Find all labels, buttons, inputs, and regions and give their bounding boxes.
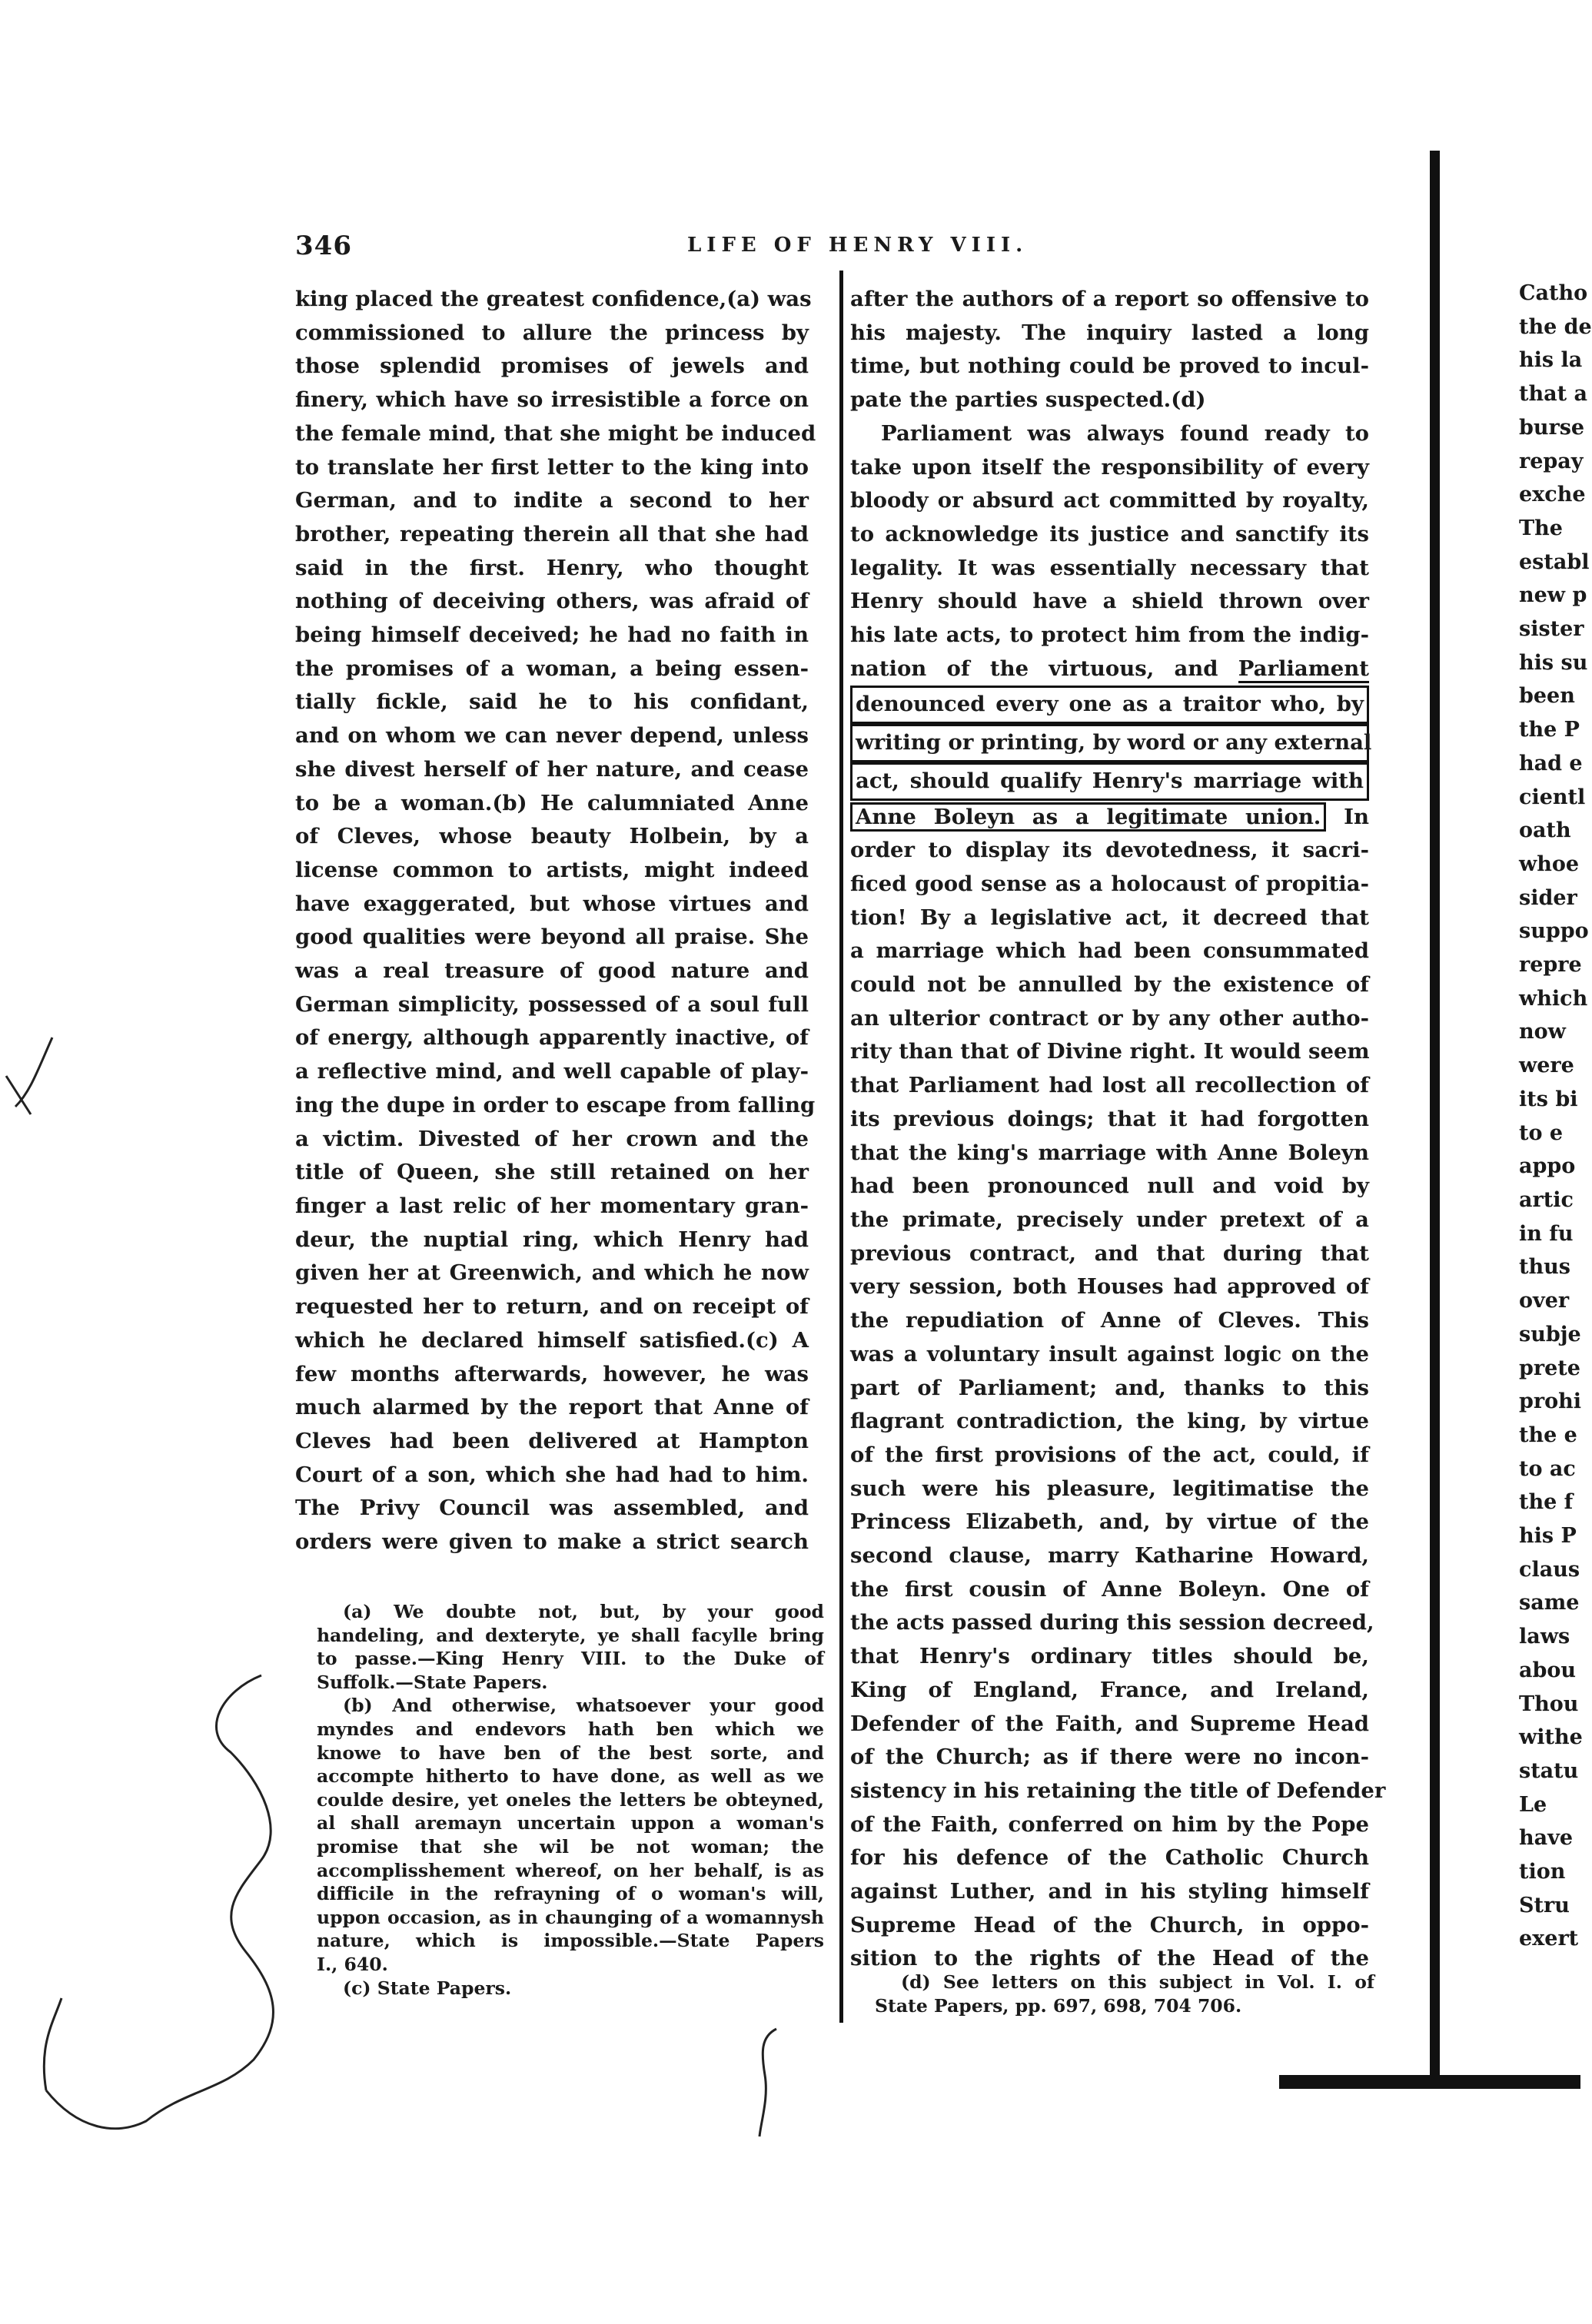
right-text-line: that Parliament had lost all recollection of: [850, 1073, 1369, 1098]
boxed-text-line: writing or printing, by word or any external: [850, 724, 1369, 762]
adjacent-page-line: had e: [1519, 751, 1583, 775]
footnote-line: accomplisshement whereof, on her behalf, is as: [317, 1859, 824, 1881]
right-text-line: that the king's marriage with Anne Boleyn: [850, 1140, 1369, 1165]
left-text-line: much alarmed by the report that Anne of: [295, 1395, 809, 1420]
page-header: [295, 231, 1368, 261]
left-text-line: tially fickle, said he to his confidant,: [295, 689, 809, 715]
left-text-line: a victim. Divested of her crown and the: [295, 1126, 809, 1151]
footnote-line: handeling, and dexteryte, ye shall facylle bring: [317, 1624, 824, 1646]
footnote-line: I., 640.: [317, 1953, 388, 1975]
adjacent-page-line: which: [1519, 986, 1588, 1011]
right-paragraph-2-end: [850, 834, 1386, 1976]
right-text-line: previous contract, and that during that: [850, 1240, 1369, 1266]
right-text-line: the first cousin of Anne Boleyn. One of: [850, 1576, 1369, 1602]
adjacent-page-line: subje: [1519, 1322, 1581, 1346]
right-text-line: part of Parliament; and, thanks to this: [850, 1375, 1369, 1400]
left-text-line: nothing of deceiving others, was afraid of: [295, 589, 809, 614]
footnote-b: [317, 1694, 824, 1976]
footnote-line: (d) See letters on this subject in Vol. I. of: [901, 1971, 1374, 1993]
right-text-line: order to display its devotedness, it sacri-: [850, 838, 1369, 863]
right-text-line: very session, both Houses had approved of: [850, 1274, 1369, 1300]
margin-bracket-small-icon: [746, 2021, 792, 2144]
adjacent-page-line: exert: [1519, 1927, 1579, 1951]
right-text-line: sistency in his retaining the title of Defender: [850, 1778, 1386, 1803]
column-divider: [839, 271, 843, 2023]
adjacent-page-line: claus: [1519, 1557, 1580, 1582]
footnote-d: [875, 1970, 1374, 2017]
left-text-line: being himself deceived; he had no faith in: [295, 622, 809, 648]
left-text-line: title of Queen, she still retained on her: [295, 1160, 809, 1185]
adjacent-page-line: tion: [1519, 1860, 1566, 1884]
margin-scribble-left-icon: [0, 1014, 323, 1645]
right-text-line: flagrant contradiction, the king, by virtue: [850, 1409, 1369, 1434]
right-text-line: of the Church; as if there were no incon-: [850, 1745, 1369, 1770]
left-text-line: deur, the nuptial ring, which Henry had: [295, 1227, 809, 1252]
page-number: 346: [295, 231, 352, 261]
left-text-line: of Cleves, whose beauty Holbein, by a: [295, 824, 809, 849]
footnote-line: coulde desire, yet oneles the letters be obteyned,: [317, 1788, 824, 1811]
right-text-line: the acts passed during this session decreed,: [850, 1610, 1374, 1635]
right-text-line: rity than that of Divine right. It would seem: [850, 1039, 1370, 1064]
right-text-line: tion! By a legislative act, it decreed that: [850, 905, 1369, 930]
left-text-line: she divest herself of her nature, and cease: [295, 756, 809, 782]
adjacent-page-line: the P: [1519, 718, 1580, 742]
adjacent-page-line: prete: [1519, 1356, 1580, 1380]
right-text-line: against Luther, and in his styling himself: [850, 1879, 1369, 1904]
right-text-line: an ulterior contract or by any other autho-: [850, 1005, 1369, 1031]
adjacent-page-line: new p: [1519, 583, 1587, 608]
adjacent-page-line: to e: [1519, 1120, 1564, 1145]
adjacent-page-line: the e: [1519, 1423, 1577, 1447]
right-text-line: of the Faith, conferred on him by the Pope: [850, 1811, 1369, 1837]
left-text-line: given her at Greenwich, and which he now: [295, 1260, 809, 1286]
right-text-line: legality. It was essentially necessary that: [850, 555, 1369, 580]
adjacent-page-fragment: [1519, 277, 1592, 1956]
adjacent-page-line: in fu: [1519, 1221, 1574, 1246]
footnote-line: nature, which is impossible.—State Papers: [317, 1930, 824, 1952]
footnote-line: promise that she wil be not woman; the: [317, 1835, 824, 1858]
left-text-line: few months afterwards, however, he was: [295, 1361, 809, 1386]
adjacent-page-line: that a: [1519, 382, 1587, 407]
left-text-line: requested her to return, and on receipt of: [295, 1294, 809, 1320]
adjacent-page-line: his su: [1519, 650, 1588, 675]
footnote-line: (b) And otherwise, whatsoever your good: [343, 1695, 824, 1717]
marked-line-last: [850, 801, 1369, 835]
left-text-line: German, and to indite a second to her: [295, 488, 809, 513]
right-paragraph-1: [850, 283, 1369, 417]
adjacent-page-line: sider: [1519, 885, 1577, 910]
right-text-line: a marriage which had been consummated: [850, 938, 1369, 964]
adjacent-page-line: abou: [1519, 1658, 1577, 1682]
footnote-line: accompte hitherto to have done, as well as we: [317, 1765, 824, 1788]
adjacent-page-line: prohi: [1519, 1389, 1581, 1414]
right-column-text: [850, 283, 1386, 1976]
right-text-line: Princess Elizabeth, and, by virtue of the: [850, 1509, 1369, 1535]
marked-line-last-plain: In: [1326, 804, 1369, 829]
left-text-line: said in the first. Henry, who thought: [295, 555, 809, 580]
left-text-line: to be a woman.(b) He calumniated Anne: [295, 790, 809, 815]
adjacent-page-line: to ac: [1519, 1456, 1576, 1481]
left-text-line: to translate her first letter to the king into: [295, 454, 809, 480]
adjacent-page-line: withe: [1519, 1725, 1583, 1750]
adjacent-page-line: whoe: [1519, 852, 1580, 876]
left-text-line: and on whom we can never depend, unless: [295, 723, 809, 749]
adjacent-page-line: his P: [1519, 1524, 1577, 1549]
adjacent-page-line: sister: [1519, 617, 1584, 642]
footnote-a: [317, 1600, 824, 1694]
left-text-line: ing the dupe in order to escape from falling: [295, 1092, 816, 1117]
right-text-line: Defender of the Faith, and Supreme Head: [850, 1711, 1369, 1736]
right-text-line: such were his pleasure, legitimatise the: [850, 1476, 1369, 1501]
footnote-line: knowe to have ben of the best sorte, and: [317, 1741, 824, 1764]
footnote-c: [317, 1977, 824, 2000]
adjacent-page-line: cientl: [1519, 785, 1586, 809]
adjacent-page-line: laws: [1519, 1625, 1570, 1649]
left-text-line: king placed the greatest confidence,(a) was: [295, 287, 812, 311]
pen-marked-passage: [850, 686, 1372, 800]
right-text-line: for his defence of the Catholic Church: [850, 1845, 1369, 1871]
right-text-line: Henry should have a shield thrown over: [850, 589, 1369, 614]
footnote-line: (c) State Papers.: [343, 1977, 512, 1999]
adjacent-page-line: Thou: [1519, 1692, 1579, 1716]
adjacent-page-line: The: [1519, 516, 1563, 540]
adjacent-page-line: Catho: [1519, 281, 1588, 305]
left-text-line: The Privy Council was assembled, and: [295, 1496, 809, 1521]
right-text-line: second clause, marry Katharine Howard,: [850, 1543, 1369, 1569]
footnote-line: uppon occasion, as in chaunging of a womannysh: [317, 1906, 824, 1928]
adjacent-page-line: same: [1519, 1591, 1580, 1615]
binding-edge-line: [1430, 151, 1440, 2080]
underlined-word: Parliament: [1238, 656, 1369, 683]
right-text-line: was a voluntary insult against logic on the: [850, 1341, 1369, 1366]
adjacent-page-line: Stru: [1519, 1893, 1570, 1917]
boxed-text-line: act, should qualify Henry's marriage with: [850, 762, 1369, 801]
right-text-line: the primate, precisely under pretext of a: [850, 1207, 1369, 1232]
footnote-line: (a) We doubte not, but, by your good: [343, 1601, 824, 1622]
footnote-line: State Papers, pp. 697, 698, 704 706.: [875, 1994, 1242, 2017]
right-text-line: Parliament was always found ready to: [881, 420, 1369, 446]
running-head: LIFE OF HENRY VIII.: [687, 234, 1029, 257]
right-text-line: could not be annulled by the existence of: [850, 972, 1369, 998]
left-text-line: commissioned to allure the princess by: [295, 320, 809, 345]
left-text-line: orders were given to make a strict search: [295, 1529, 809, 1555]
left-text-line: Court of a son, which she had had to him.: [295, 1462, 809, 1487]
adjacent-page-line: repre: [1519, 953, 1582, 978]
adjacent-page-line: thus: [1519, 1255, 1570, 1280]
left-text-line: German simplicity, possessed of a soul full: [295, 991, 809, 1017]
marked-line-1: [850, 652, 1369, 686]
footnote-line: al shall aremayn uncertain uppon a woman's: [317, 1812, 824, 1834]
right-text-line: to acknowledge its justice and sanctify its: [850, 521, 1369, 546]
left-text-line: good qualities were beyond all praise. She: [295, 925, 809, 950]
left-text-line: of energy, although apparently inactive, of: [295, 1025, 809, 1051]
right-text-line: its previous doings; that it had forgotten: [850, 1106, 1369, 1131]
adjacent-page-line: burse: [1519, 415, 1585, 440]
left-text-line: Cleves had been delivered at Hampton: [295, 1428, 809, 1453]
left-text-line: those splendid promises of jewels and: [295, 354, 809, 379]
right-text-line: the repudiation of Anne of Cleves. This: [850, 1308, 1369, 1333]
left-text-line: a reflective mind, and well capable of play-: [295, 1059, 809, 1084]
adjacent-page-line: the de: [1519, 314, 1592, 339]
left-text-line: was a real treasure of good nature and: [295, 958, 809, 984]
left-text-line: finery, which have so irresistible a force on: [295, 387, 809, 413]
adjacent-page-line: have: [1519, 1826, 1573, 1851]
adjacent-page-line: repay: [1519, 449, 1584, 473]
left-text-line: which he declared himself satisfied.(c) A: [295, 1327, 809, 1353]
left-text-line: the promises of a woman, a being essen-: [295, 656, 809, 681]
adjacent-page-line: its bi: [1519, 1087, 1578, 1111]
right-text-line: his majesty. The inquiry lasted a long: [850, 320, 1369, 345]
right-text-line: his late acts, to protect him from the indig-: [850, 622, 1369, 648]
right-text-line: of the first provisions of the act, could, if: [850, 1442, 1369, 1467]
left-text-line: license common to artists, might indeed: [295, 857, 809, 882]
footnote-line: Suffolk.—State Papers.: [317, 1671, 548, 1693]
footnotes-left: [317, 1600, 824, 2000]
footnote-line: to passe.—King Henry VIII. to the Duke of: [317, 1648, 824, 1670]
margin-bracket-footnotes-icon: [31, 1660, 354, 2152]
right-text-line: take upon itself the responsibility of every: [850, 454, 1369, 480]
right-text-line: after the authors of a report so offensive to: [850, 287, 1369, 311]
right-paragraph-2-start: [850, 417, 1369, 652]
adjacent-page-line: been: [1519, 684, 1575, 709]
right-text-line: pate the parties suspected.(d): [850, 387, 1206, 413]
left-text-line: finger a last relic of her momentary gran-: [295, 1193, 809, 1218]
right-text-line: bloody or absurd act committed by royalty,: [850, 488, 1369, 513]
adjacent-page-line: Le: [1519, 1792, 1547, 1817]
adjacent-page-line: oath: [1519, 818, 1571, 843]
right-text-line: had been pronounced null and void by: [850, 1174, 1369, 1199]
adjacent-page-line: were: [1519, 1054, 1574, 1078]
right-text-line: ficed good sense as a holocaust of propitia-: [850, 871, 1369, 896]
adjacent-page-line: appo: [1519, 1154, 1576, 1179]
adjacent-page-line: exche: [1519, 483, 1586, 507]
adjacent-page-line: statu: [1519, 1758, 1579, 1783]
adjacent-page-line: suppo: [1519, 919, 1589, 944]
adjacent-page-line: over: [1519, 1289, 1570, 1313]
adjacent-page-line: establ: [1519, 549, 1590, 574]
right-text-line: sition to the rights of the Head of the: [850, 1946, 1369, 1971]
left-text-line: have exaggerated, but whose virtues and: [295, 891, 809, 916]
marked-line-1-plain: nation of the virtuous, and: [850, 656, 1238, 681]
footnotes-right: [875, 1970, 1374, 2017]
right-text-line: King of England, France, and Ireland,: [850, 1677, 1369, 1702]
adjacent-page-line: his la: [1519, 348, 1583, 373]
adjacent-page-line: now: [1519, 1020, 1566, 1044]
left-column-text: [295, 283, 816, 1559]
right-text-line: time, but nothing could be proved to incul-: [850, 354, 1369, 379]
binding-foot-line: [1279, 2075, 1580, 2089]
left-text-line: the female mind, that she might be induced: [295, 420, 816, 446]
right-text-line: that Henry's ordinary titles should be,: [850, 1644, 1369, 1669]
adjacent-page-line: the f: [1519, 1490, 1574, 1515]
adjacent-page-line: artic: [1519, 1187, 1574, 1212]
footnote-line: difficile in the refrayning of o woman's will,: [317, 1883, 824, 1905]
footnote-line: myndes and endevors hath ben which we: [317, 1718, 824, 1740]
boxed-text-line: denounced every one as a traitor who, by: [850, 686, 1369, 724]
boxed-phrase: Anne Boleyn as a legitimate union.: [850, 802, 1326, 832]
right-text-line: Supreme Head of the Church, in oppo-: [850, 1912, 1369, 1937]
left-text-line: brother, repeating therein all that she had: [295, 521, 809, 546]
